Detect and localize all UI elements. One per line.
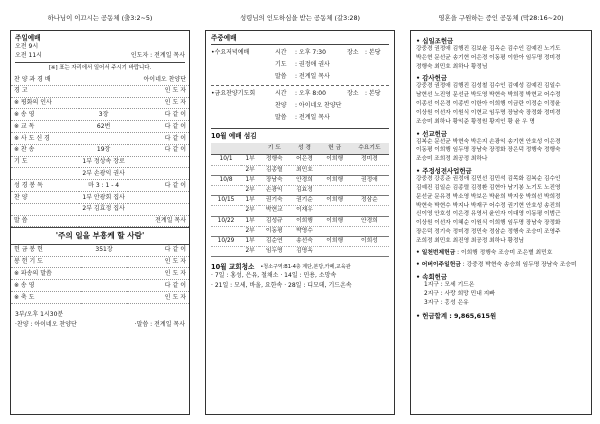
duty-row [211, 175, 389, 185]
wed-pray-label: 기도 [275, 61, 287, 69]
fri-time-label: 시간 [275, 90, 287, 98]
duty-wed: 정미경 [350, 155, 389, 165]
duty-part: 1부 [241, 175, 259, 185]
order-item [11, 168, 79, 180]
order-person: 다 같 이 [127, 245, 189, 256]
order-item: ※ 교 독 [11, 121, 79, 133]
duty-pray: 권기숙 [259, 196, 289, 206]
order-item: ※ 축 도 [11, 292, 81, 304]
duty-row [211, 247, 389, 257]
duty-bible: 최민호 [289, 165, 319, 175]
worship-order-row [11, 280, 189, 292]
duty-date [211, 247, 241, 257]
duty-bible: 안경희 [289, 175, 319, 185]
wed-word-label: 말씀 [275, 73, 287, 81]
worship-order-row [11, 144, 189, 156]
duty-wed [350, 226, 389, 236]
cleaning-line-1: · 7일 : 홍성, 은유, 철채소 · 14일 : 민용, 소망속 [211, 272, 337, 280]
wed-service-name: •수요저녁예배 [211, 49, 250, 57]
fri-word-label: 말씀 [275, 114, 287, 122]
order-person: 인 도 자 [127, 268, 189, 280]
cleaning-area: •청소구역:B1-4층 계단,본당,카페,교육관 [260, 264, 351, 271]
duty-header [211, 143, 241, 155]
duty-date: 10/29 [211, 236, 241, 246]
order-detail: 1부 안광회 집사 [79, 191, 127, 203]
order-item: 말 씀 [11, 215, 79, 227]
fri-word: : 전계일 목사 [295, 114, 330, 122]
duty-row [211, 155, 389, 165]
order-person [128, 191, 189, 203]
offering-panel [410, 30, 592, 415]
order-detail [81, 292, 127, 304]
duty-header: 성 경 [289, 143, 319, 155]
offering-names [416, 45, 586, 71]
order-person: 다 같 이 [128, 121, 189, 133]
offering-total: • 헌금합계 : 9,865,615원 [416, 311, 497, 320]
duty-bible: 어은경 [289, 155, 319, 165]
worship-order-row [11, 168, 189, 180]
duty-offer: 이희행 [320, 175, 350, 185]
duty-pray: 김성규 [259, 216, 289, 226]
worship-order-row [11, 132, 189, 144]
offering-names-line: 이종선 이은경 이종빈 이한아 이희행 이금란 이정순 이정윤 [416, 101, 561, 108]
wed-word: : 전계일 목사 [295, 73, 330, 81]
worship-order-row [11, 191, 189, 203]
order-item: 헌 금 봉 헌 [11, 245, 81, 256]
fri-service-name: •금요찬양기도회 [211, 90, 256, 98]
worship-order-row [11, 85, 189, 97]
duty-pray: 임두명 [259, 247, 289, 257]
order-item: 성 경 봉 독 [11, 180, 79, 192]
wed-place-label: 장소 [347, 49, 359, 57]
duty-offer [320, 165, 350, 175]
order-person: 다 같 이 [128, 180, 189, 192]
cleaning-title: 10월 교회청소 [211, 263, 255, 272]
duty-offer [320, 226, 350, 236]
order-person: 아이네오 찬양단 [128, 74, 189, 85]
worship-order-row [11, 292, 189, 304]
duty-part: 2부 [241, 206, 259, 216]
duty-pray: 장남숙 [259, 175, 289, 185]
order-person: 인 도 자 [128, 97, 189, 109]
order-item: 경 고 [11, 85, 79, 97]
duty-bible: 권기순 [289, 196, 319, 206]
wed-time: : 오후 7:30 [295, 49, 326, 57]
cleaning-line-2: · 21일 : 모세, 바울, 요한속 · 28일 : 디모데, 기드온속 [211, 282, 352, 290]
duty-header [241, 143, 259, 155]
weekday-worship-panel [205, 30, 395, 415]
duty-part: 1부 [241, 216, 259, 226]
offering-line-title: • 일천번제헌금 [416, 249, 456, 256]
duty-date [211, 186, 241, 196]
sunday-worship-panel [10, 30, 190, 415]
duty-part: 2부 [241, 247, 259, 257]
duty-header-row [211, 143, 389, 155]
duty-date [211, 206, 241, 216]
offering-names [416, 138, 586, 164]
offering-names-line: 박현숙 박현수 박지나 박재구 어수정 권기현 안호성 송진희 [416, 202, 561, 209]
offering-names-line: 강중경 강홍준 권정애 김민선 김민석 김목화 김복순 김수인 [416, 176, 561, 183]
offering-line [416, 249, 586, 258]
worship-order-row [11, 268, 189, 280]
offering-names-line: 장은덕 정기숙 정미경 정민숙 정삼순 정행숙 조승미 조영주 [416, 229, 561, 236]
order-person: 다 같 이 [128, 109, 189, 121]
fri-place: : 본당 [365, 90, 381, 98]
duty-date: 10/8 [211, 175, 241, 185]
worship-order-row [11, 74, 189, 85]
order-detail: 62번 [79, 121, 127, 133]
worship-order-row [11, 256, 189, 268]
order-detail: 351장 [81, 245, 127, 256]
duty-header: 수요기도 [350, 143, 389, 155]
duty-bible: 김효정 [289, 186, 319, 196]
order-item: 찬 양 과 경 배 [11, 74, 79, 85]
order-item: 봉 헌 기 도 [11, 256, 81, 268]
order-item: ※ 파송의 말씀 [11, 268, 81, 280]
duty-wed [350, 165, 389, 175]
wed-pray: : 권정애 권사 [295, 61, 330, 69]
sermon-title: '주의 일을 부흥케 할 사람' [11, 227, 189, 244]
order-person: 전계일 목사 [128, 215, 189, 227]
duty-wed: 권정애 [350, 175, 389, 185]
order-item: ※ 찬 송 [11, 144, 79, 156]
duty-part: 1부 [241, 196, 259, 206]
offering-names-line: 정행숙 최민호 최하나 황정님 [416, 63, 488, 70]
duty-wed [350, 247, 389, 257]
order-detail: 3장 [79, 109, 127, 121]
offering-line-title: • 어버이주일헌금 [416, 261, 461, 268]
order-detail: 마 3 : 1 - 4 [79, 180, 127, 192]
duty-offer [320, 247, 350, 257]
evening-sermon: ·말씀 : 전계일 목사 [134, 321, 185, 329]
offering-line [416, 261, 586, 270]
offering-names-line: 문선균 문유경 박소영 박보은 박윤희 박지웅 박희선 박희정 [416, 193, 561, 200]
offering-names-line: 남현선 노진영 문선균 박도영 박현숙 박희정 박현교 어수정 [416, 92, 561, 99]
order-person: 인 도 자 [127, 292, 189, 304]
duty-bible: 박영수 [289, 226, 319, 236]
order-detail [79, 132, 127, 144]
order-item: ※ 송 영 [11, 280, 81, 292]
worship-order-row [11, 97, 189, 109]
offering-names-line: 신이영 안호성 이은경 유영서 윤인자 이대영 이동평 이범근 [416, 211, 561, 218]
evening-praise: ·찬양 : 아이네오 찬양단 [15, 321, 77, 329]
worship-order-row [11, 109, 189, 121]
order-detail [79, 74, 127, 85]
duty-offer: 이희행 [320, 236, 350, 246]
duty-title: 10월 예배 섬김 [211, 132, 257, 141]
duty-row [211, 196, 389, 206]
duty-bible: 김명옥 [289, 247, 319, 257]
offering-names-line: 이상원 이선자 이원식 이현교 임두명 장남숙 장정화 정미경 [416, 109, 561, 116]
standing-note: [※] 표는 자리에서 일어서 주시기 바랍니다. [48, 65, 152, 72]
order-detail: 2부 김효정 집사 [79, 203, 127, 215]
duty-header: 기 도 [259, 143, 289, 155]
order-detail: 19장 [79, 144, 127, 156]
order-detail: 1부 정상속 장로 [79, 156, 127, 168]
duty-date [211, 165, 241, 175]
duty-row [211, 165, 389, 175]
offering-names-line: 조승미 조희정 최공정 최하나 [416, 156, 488, 163]
time-9am: 오전 9시 [15, 42, 39, 50]
offering-names-line: 강중경 권정애 김행진 김보윤 김옥순 김수인 김예진 노기도 [416, 46, 561, 52]
offering-category: • 주정성전사업헌금 [416, 167, 472, 176]
duty-pray: 박현교 [259, 206, 289, 216]
offering-category: • 십일조헌금 [416, 37, 454, 45]
worship-order-row [11, 203, 189, 215]
order-item: 기 도 [11, 156, 79, 168]
duty-row [211, 226, 389, 236]
weekday-title: 주중예배 [211, 34, 237, 42]
worship-order-row [11, 215, 189, 227]
order-detail: 2부 손광익 권사 [79, 168, 127, 180]
worship-order-row [11, 180, 189, 192]
duty-offer: 이희행 [320, 155, 350, 165]
order-detail [81, 268, 127, 280]
duty-wed [350, 206, 389, 216]
duty-wed: 안경희 [350, 216, 389, 226]
duty-row [211, 186, 389, 196]
duty-offer [320, 186, 350, 196]
order-detail [81, 280, 127, 292]
duty-date: 10/15 [211, 196, 241, 206]
order-person: 인 도 자 [128, 85, 189, 97]
duty-header: 헌 금 [320, 143, 350, 155]
offering-names-line: 조희정 최민호 최진영 최공정 최하나 황정님 [416, 237, 524, 244]
offering-line-body: : 강중경 박현숙 송승희 임두명 장남숙 조승미 [460, 261, 577, 268]
order-detail [81, 256, 127, 268]
order-detail [79, 215, 127, 227]
offering-category: • 선교헌금 [416, 129, 448, 138]
offering-names [416, 175, 586, 246]
fri-praise: : 아이네오 찬양단 [295, 102, 342, 110]
offering-names-line: 강중경 권정애 김행진 김성철 김수인 김예성 김예진 김일수 [416, 83, 561, 90]
offering-names-line: 박은현 문선균 송기현 어은경 이동평 이한아 임두명 정미경 [416, 54, 561, 61]
order-detail [79, 85, 127, 97]
time-11am: 오전 11시 [15, 51, 42, 59]
duty-part: 2부 [241, 165, 259, 175]
sunday-worship-title: 주일예배 [15, 34, 41, 42]
service-duty-table [211, 143, 389, 257]
evening-time: 3부/오후 1시30분 [15, 310, 64, 318]
worship-order-row [11, 121, 189, 133]
order-person [128, 168, 189, 180]
header-mid: 성령님의 인도하심을 받는 공동체 (갈3:28) [239, 14, 361, 22]
weekly-offering-title: • 속회헌금 [416, 272, 448, 281]
offering-names-line: 이동평 이희행 임두명 장남숙 장정화 장은덕 정행숙 정행숙 [416, 147, 561, 154]
header-right: 영혼을 구원하는 증인 공동체 (막28:16~20) [438, 14, 564, 22]
fri-place-label: 장소 [347, 90, 359, 98]
order-item [11, 203, 79, 215]
offering-names-line: 김복순 문선균 박현숙 박은지 손광익 송기현 안호성 이은경 [416, 138, 561, 145]
order-person: 다 같 이 [128, 132, 189, 144]
fri-praise-label: 찬양 [275, 102, 287, 110]
worship-order-row [11, 245, 189, 256]
duty-row [211, 216, 389, 226]
duty-bible: 이재우 [289, 206, 319, 216]
duty-wed: 이희성 [350, 236, 389, 246]
order-item: ※ 평화의 인사 [11, 97, 79, 109]
weekly-district: 3지구 : 홍성 은유 [424, 299, 469, 306]
order-of-worship [11, 74, 189, 227]
order-person: 다 같 이 [127, 280, 189, 292]
fri-time: : 오후 8:00 [295, 90, 326, 98]
header-left: 하나님이 이끄시는 공동체 (출3:2~5) [47, 14, 153, 22]
leader: 인도자 : 전계일 목사 [130, 51, 185, 59]
wed-place: : 본당 [365, 49, 381, 57]
order-item: ※ 송 영 [11, 109, 79, 121]
order-of-worship-2 [11, 245, 189, 304]
duty-pray: 정행숙 [259, 155, 289, 165]
duty-pray: 김종렬 [259, 165, 289, 175]
duty-pray: 김순연 [259, 236, 289, 246]
duty-row [211, 206, 389, 216]
offering-names-line: 이상원 이선자 이혜순 이원식 이희행 임두명 장남숙 장정화 [416, 220, 561, 227]
duty-wed: 정삼순 [350, 196, 389, 206]
order-detail [79, 97, 127, 109]
duty-pray: 이동평 [259, 226, 289, 236]
order-item: ※ 사 도 신 경 [11, 132, 79, 144]
offering-names-line: 조승미 최하나 황익준 황정원 황지인 황 윤 우 명 [416, 118, 535, 125]
duty-offer: 이희행 [320, 216, 350, 226]
duty-wed [350, 186, 389, 196]
duty-row [211, 236, 389, 246]
offering-names-line: 김예진 김일순 김종렬 김정환 김현아 남기봉 노기도 노진영 [416, 184, 561, 191]
order-person: 인 도 자 [127, 256, 189, 268]
order-person: 다 같 이 [128, 144, 189, 156]
offering-category: • 감사헌금 [416, 74, 448, 83]
worship-order-row [11, 156, 189, 168]
duty-bible: 이희행 [289, 216, 319, 226]
duty-date: 10/22 [211, 216, 241, 226]
duty-offer [320, 206, 350, 216]
wed-time-label: 시간 [275, 49, 287, 57]
duty-part: 1부 [241, 155, 259, 165]
order-item: 찬 양 [11, 191, 79, 203]
duty-part: 2부 [241, 186, 259, 196]
duty-part: 1부 [241, 236, 259, 246]
duty-date: 10/1 [211, 155, 241, 165]
duty-pray: 손광익 [259, 186, 289, 196]
duty-part: 2부 [241, 226, 259, 236]
offering-names [416, 82, 586, 126]
offering-line-body: : 이희행 정행숙 조승미 조은별 최민호 [455, 249, 553, 256]
order-person [128, 203, 189, 215]
duty-offer: 이희행 [320, 196, 350, 206]
weekly-district: 1지구 : 모세 기드온 [424, 281, 475, 288]
duty-bible: 송선숙 [289, 236, 319, 246]
order-person [128, 156, 189, 168]
duty-date [211, 226, 241, 236]
weekly-district: 2지구 : 사랑 희망 민내 지빠 [424, 290, 495, 297]
